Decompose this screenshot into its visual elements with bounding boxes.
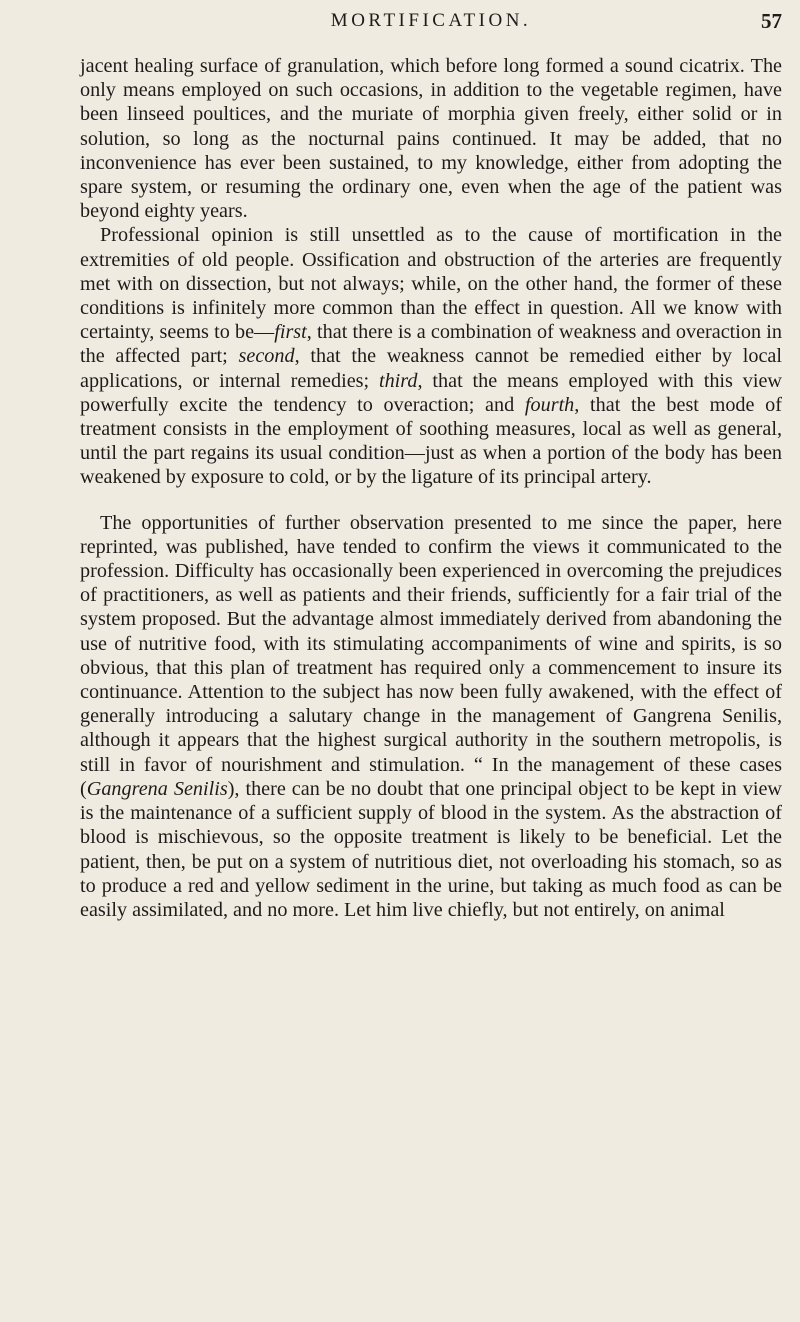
text-span: , that the means employed with this view powerfully excite the tendency to overaction; and [80, 369, 782, 416]
italic-second: second [238, 345, 295, 368]
text-span: ), there can be no doubt that one principal object to be kept in view is the maintenance of a sufficient supply of blood in the system. As the abstraction of blood is mischievous, so the opposite treatment is likely to be beneficial. Let the patient, then, be put on a system of nutritious diet, not overloading his stomach, so as to produce a red and yellow sediment in the urine, but taking as much food as can be easily assimilated, and no more. Let him live chiefly, but not entirely, on animal [80, 777, 782, 921]
paragraph-healing [80, 54, 782, 223]
text-span: Professional opinion is still unsettled as to the cause of mortification in the extremities of old people. Ossification and obstruction of the arteries are frequently met with on dissection, but not always; while, on the other hand, the former of these conditions is infinitely more common than the effect in question. All we know with certainty, seems to be— [80, 224, 782, 344]
running-head [80, 10, 782, 36]
paragraph-opinion [80, 223, 782, 489]
text-span: jacent healing surface of granulation, which before long formed a sound cicatrix. The only means employed on such occasions, in addition to the vegetable regimen, have been linseed poultices, and the muriate of morphia given freely, either solid or in solution, so long as the nocturnal pains continued. It may be added, that no inconvenience has ever been sustained, to my knowledge, either from adopting the spare system, or resuming the ordinary one, even when the age of the patient was beyond eighty years. [80, 55, 782, 223]
text-span: , that the weakness cannot be remedied either by local applications, or internal remedies; [80, 345, 782, 392]
italic-third: third [378, 369, 418, 392]
page-number: 57 [761, 9, 782, 33]
italic-fourth: fourth [524, 393, 575, 416]
italic-first: first [274, 321, 307, 344]
text-span: , that there is a combination of weakness and overaction in the affected part; [80, 321, 782, 368]
body-text [80, 54, 782, 922]
italic-gangrena-senilis: Gangrena Senilis [86, 777, 228, 800]
paragraph-observation [80, 511, 782, 922]
text-span: The opportunities of further observation presented to me since the paper, here reprinted, was published, have tended to confirm the views it communicated to the profession. Difficulty has occasionally been experienced in overcoming the prejudices of practitioners, as well as patients and their friends, sufficiently for a fair trial of the system proposed. But the advantage almost immediately derived from abandoning the use of nutritive food, with its stimulating accompaniments of wine and spirits, is so obvious, that this plan of treatment has required only a commencement to insure its continuance. Attention to the subject has now been fully awakened, with the effect of generally introducing a salutary change in the management of Gangrena Senilis, although it appears that the highest surgical authority in the southern metropolis, is still in favor of nourishment and stimulation. “ In the management of these cases ( [80, 511, 782, 800]
text-span: , that the best mode of treatment consists in the employment of soothing measures, local as well as general, until the part regains its usual condition—just as when a portion of the body has been weakened by exposure to cold, or by the ligature of its principal artery. [80, 393, 782, 489]
running-title: MORTIFICATION. [330, 10, 532, 31]
